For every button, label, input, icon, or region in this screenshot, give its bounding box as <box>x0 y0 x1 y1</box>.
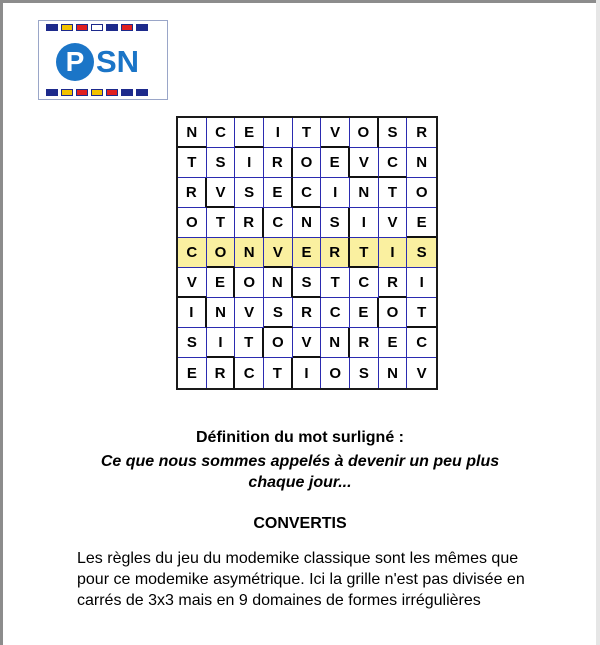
grid-cell: I <box>321 178 350 208</box>
grid-cell: I <box>207 328 236 358</box>
grid-cell: E <box>293 238 322 268</box>
grid-cell: N <box>350 178 379 208</box>
grid-cell: V <box>235 298 264 328</box>
grid-cell: V <box>379 208 408 238</box>
grid-cell: C <box>407 328 436 358</box>
grid-cell: T <box>207 208 236 238</box>
grid-cell: R <box>379 268 408 298</box>
grid-cell: S <box>293 268 322 298</box>
signal-flag-icon <box>76 24 88 31</box>
grid-cell: S <box>407 238 436 268</box>
grid-cell: I <box>264 118 293 148</box>
grid-cell: E <box>207 268 236 298</box>
signal-flag-icon <box>121 24 133 31</box>
grid-cell: S <box>264 298 293 328</box>
modemike-grid <box>176 116 438 390</box>
grid-cell: I <box>407 268 436 298</box>
signal-flag-icon <box>61 89 73 96</box>
grid-cell: S <box>379 118 408 148</box>
grid-cell: O <box>235 268 264 298</box>
grid-cell: R <box>321 238 350 268</box>
grid-cell: O <box>207 238 236 268</box>
grid-cell: O <box>264 328 293 358</box>
grid-cell: O <box>178 208 207 238</box>
grid-cell: T <box>178 148 207 178</box>
grid-cell: E <box>264 178 293 208</box>
grid-cell: E <box>321 148 350 178</box>
grid-cell: S <box>321 208 350 238</box>
grid-cell: O <box>407 178 436 208</box>
grid-cell: T <box>350 238 379 268</box>
grid-cell: N <box>293 208 322 238</box>
grid-cell: T <box>407 298 436 328</box>
grid-cell: V <box>178 268 207 298</box>
rules-paragraph: Les règles du jeu du modemike classique sont les mêmes que pour ce modemike asymétrique. Ici la grille n'est pas divisée en carrés de 3x3 mais en 9 domaines de formes irrégulières <box>77 550 525 609</box>
grid-cell: V <box>207 178 236 208</box>
grid-cell: E <box>407 208 436 238</box>
grid-cell: C <box>379 148 408 178</box>
grid-cell: S <box>350 358 379 388</box>
signal-flag-icon <box>106 89 118 96</box>
answer-word: CONVERTIS <box>253 515 347 532</box>
grid-cell: N <box>264 268 293 298</box>
grid-cell: O <box>350 118 379 148</box>
definition-title: Définition du mot surligné : <box>196 429 404 446</box>
grid-cell: N <box>235 238 264 268</box>
logo-p-circle: P <box>56 43 94 81</box>
grid-cell: R <box>350 328 379 358</box>
grid-cell: C <box>293 178 322 208</box>
grid-cell: R <box>264 148 293 178</box>
grid-cell: C <box>178 238 207 268</box>
grid-cell: E <box>235 118 264 148</box>
grid-cell: T <box>293 118 322 148</box>
grid-cell: E <box>379 328 408 358</box>
grid-cell: V <box>293 328 322 358</box>
grid-cell: V <box>416 364 427 382</box>
grid-cell: T <box>264 358 293 388</box>
grid-cell: C <box>350 268 379 298</box>
logo-sn-text: SN <box>96 44 140 79</box>
signal-flag-icon <box>136 89 148 96</box>
grid-cell: O <box>293 148 322 178</box>
psn-logo <box>38 20 168 100</box>
grid-cell: I <box>178 298 207 328</box>
grid-cell: E <box>178 358 207 388</box>
signal-flag-icon <box>46 89 58 96</box>
grid-cell: S <box>235 178 264 208</box>
grid-cell: R <box>178 178 207 208</box>
signal-flag-icon <box>46 24 58 31</box>
signal-flag-icon <box>106 24 118 31</box>
grid-cell: I <box>235 148 264 178</box>
signal-flag-icon <box>136 24 148 31</box>
signal-flag-icon <box>61 24 73 31</box>
grid-cell: C <box>264 208 293 238</box>
grid-cell: T <box>321 268 350 298</box>
signal-flag-icon <box>76 89 88 96</box>
grid-cell: S <box>207 148 236 178</box>
page-border-left <box>0 0 3 645</box>
grid-cell: N <box>321 328 350 358</box>
grid-cell: C <box>235 358 264 388</box>
grid-cell: N <box>407 148 436 178</box>
signal-flags-bottom <box>46 89 148 96</box>
grid-cell: V <box>350 148 379 178</box>
page-border-right <box>596 0 600 645</box>
grid-cell: R <box>207 358 236 388</box>
grid-cell: T <box>379 178 408 208</box>
grid-cell: R <box>407 118 436 148</box>
grid-cell: C <box>321 298 350 328</box>
grid-cell: I <box>293 358 322 388</box>
grid-cell: V <box>264 238 293 268</box>
signal-flag-icon <box>121 89 133 96</box>
grid-cell: R <box>235 208 264 238</box>
page-border-top <box>0 0 600 3</box>
grid-cell: O <box>379 298 408 328</box>
grid-cell: N <box>207 298 236 328</box>
grid-cell: E <box>350 298 379 328</box>
grid-cell: N <box>379 358 408 388</box>
grid-cell: I <box>379 238 408 268</box>
grid-cell: N <box>178 118 207 148</box>
signal-flags-top <box>46 24 148 31</box>
grid-cell: C <box>207 118 236 148</box>
signal-flag-icon <box>91 89 103 96</box>
grid-cell: S <box>178 328 207 358</box>
signal-flag-icon <box>91 24 103 31</box>
definition-text: Ce que nous sommes appelés à devenir un peu plus chaque jour... <box>100 453 500 491</box>
grid-cell: I <box>350 208 379 238</box>
grid-cell: R <box>293 298 322 328</box>
grid-cell: O <box>321 358 350 388</box>
grid-cell: V <box>321 118 350 148</box>
grid-cell: T <box>235 328 264 358</box>
